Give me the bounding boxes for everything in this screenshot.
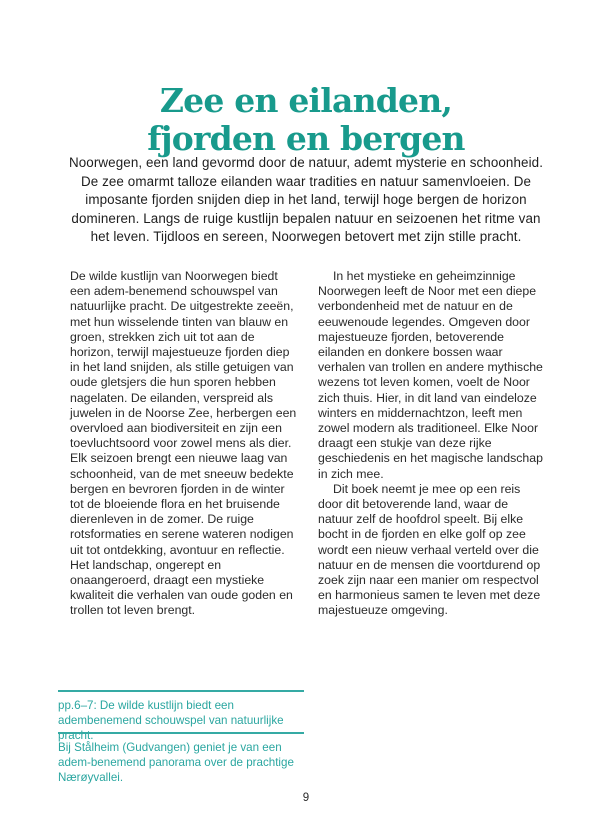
body-column-right [318,269,546,619]
photo-caption-2: Bij Stålheim (Gudvangen) geniet je van een adem-benemend panorama over de prachtige Nærøyvallei. [58,732,304,785]
body-column-left [70,269,298,619]
page-title [0,82,612,158]
page-title-line2: fjorden en bergen [147,119,465,159]
body-paragraph: In het mystieke en geheimzinnige Noorwegen leeft de Noor met een diepe verbondenheid met de natuur en de eeuwenoude legendes. Omgeven door majestueuze fjorden, betoverende eilanden en donkere bossen waar verhalen van trollen en andere mythische wezens tot leven komen, voelt de Noor zich thuis. Hier, in dit land van eindeloze winters en middernachtzon, leeft men zowel modern als traditioneel. Elke Noor draagt een stukje van deze rijke geschiedenis en het magische landschap in zich mee. [318,269,543,481]
page-title-line1: Zee en eilanden, [159,81,453,121]
body-columns [70,269,546,619]
intro-paragraph: Noorwegen, een land gevormd door de natuur, ademt mysterie en schoonheid. De zee omarmt talloze eilanden waar tradities en natuur samenvloeien. De imposante fjorden snijden diep in het land, terwijl hoge bergen de horizon domineren. Langs de ruige kustlijn bepalen natuur en seizoenen het ritme van het leven. Tijdloos en sereen, Noorwegen betovert met zijn stille pracht. [68,155,544,245]
body-paragraph: De wilde kustlijn van Noorwegen biedt een adem-benemend schouwspel van natuurlijke pracht. De uitgestrekte zeeën, met hun wisselende tinten van blauw en groen, strekken zich uit tot aan de horizon, terwijl majestueuze fjorden diep in het land snijden, als stille getuigen van oude gletsjers die hun sporen hebben nagelaten. De eilanden, verspreid als juwelen in de Noorse Zee, herbergen een overvloed aan biodiversiteit en zijn een toevluchtsoord voor zowel mens als dier. Elk seizoen brengt een nieuwe laag van schoonheid, van de met sneeuw bedekte bergen en bevroren fjorden in de winter tot de bloeiende flora en het bruisende dierenleven in de zomer. De ruige rotsformaties en serene wateren nodigen uit tot ontdekking, avontuur en reflectie. Het landschap, ongerept en onaangeroerd, draagt een mystieke kwaliteit die verhalen van oude goden en trollen tot leven brengt. [70,269,297,618]
photo-caption-1: pp.6–7: De wilde kustlijn biedt een adembenemend schouwspel van natuurlijke pracht. [58,690,304,743]
body-paragraph: Dit boek neemt je mee op een reis door dit betoverende land, waar de natuur zelf de hoofdrol speelt. Bij elke bocht in de fjorden en elke golf op zee wordt een nieuw verhaal verteld over die natuur en de mensen die voortdurend op zoek zijn naar een manier om respectvol en harmonieus samen te leven met deze majestueuze omgeving. [318,481,541,618]
page-number: 9 [302,792,310,804]
